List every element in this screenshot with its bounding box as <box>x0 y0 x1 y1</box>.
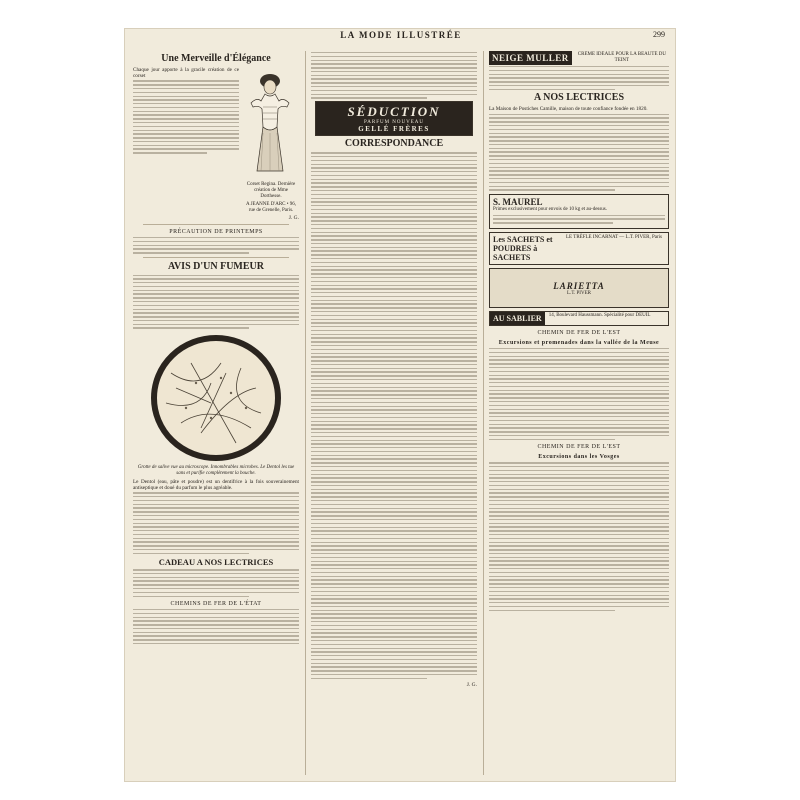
middle-column <box>311 51 477 777</box>
larietta-advert <box>489 268 669 308</box>
microscope-caption: Grotte de salive vue au microscope. Innombrables microbes. Le Dentol les tue sans et purifie complètement la bouche. <box>137 464 295 476</box>
corset-woman-illustration <box>243 67 297 175</box>
masthead: LA MODE ILLUSTRÉE <box>340 30 462 40</box>
advert-subtitle: Primes exclusivement pour envois de 10 kg et au-dessus. <box>493 206 608 212</box>
article-title-merveille: Une Merveille d'Élégance <box>161 53 271 64</box>
advert-name: LARIETTA <box>553 281 605 292</box>
section-subtitle-meuse: Excursions et promenades dans la vallée de la Meuse <box>498 340 660 347</box>
right-column <box>489 51 669 777</box>
microscope-illustration <box>141 333 291 463</box>
text-block <box>133 569 299 597</box>
seduction-advert <box>315 101 473 136</box>
advert-name: S. MAUREL <box>493 196 543 207</box>
advert-name: Les SACHETS et POUDRES à SACHETS <box>493 235 553 263</box>
maurel-advert <box>489 194 669 229</box>
text-block <box>311 52 477 99</box>
divider <box>143 257 289 258</box>
advert-brand: GELLÉ FRÈRES <box>358 125 430 134</box>
corset-article <box>133 67 299 214</box>
divider <box>143 224 289 225</box>
section-title-correspondance: CORRESPONDANCE <box>344 138 444 150</box>
section-title-chemin-est: CHEMIN DE FER DE L'EST <box>537 330 621 337</box>
advert-subtitle: LE TRÈFLE INCARNAT — L.T. PIVER, Paris <box>566 235 662 241</box>
advert-tagline: CRÈME IDÉALE POUR LA BEAUTÉ DU TEINT <box>577 52 666 63</box>
section-title-chemin-est-2: CHEMIN DE FER DE L'EST <box>537 444 621 451</box>
advert-address: 14, Boulevard Haussmann. Spécialité pour DEUIL <box>548 313 651 319</box>
text-block <box>489 462 669 611</box>
signature: J. G. <box>466 681 477 688</box>
lectrices-lead: La Maison de Postiches Camille, maison de toute confiance fondée en 1820. <box>489 106 648 113</box>
text-block <box>489 348 669 440</box>
advert-house: L.T. PIVER <box>567 291 591 297</box>
advert-name: AU SABLIER <box>490 312 545 325</box>
article-title-cadeau: CADEAU A NOS LECTRICES <box>158 557 274 568</box>
section-subtitle-vosges: Excursions dans les Vosges <box>538 454 620 461</box>
text-block <box>489 66 669 90</box>
text-block <box>133 609 299 644</box>
figure-credit: A JEANNE D'ARC • 96, rue de Grenelle, Paris. <box>245 202 296 213</box>
dentol-lead: Le Dentol (eau, pâte et poudre) est un dentifrice à la fois souverainement antiseptique et doué du parfum le plus agréable. <box>133 478 299 492</box>
advert-subtitle: PARFUM NOUVEAU <box>363 120 425 126</box>
advert-headline: SÉDUCTION <box>347 104 441 120</box>
sablier-advert <box>489 311 669 326</box>
article-title-fumeur: AVIS D'UN FUMEUR <box>168 260 264 272</box>
page-number: 299 <box>653 30 665 39</box>
text-block <box>311 152 477 679</box>
sachets-advert <box>489 232 669 265</box>
page-header <box>125 29 676 43</box>
section-title-lectrices: A NOS LECTRICES <box>533 92 625 104</box>
text-block <box>133 237 299 254</box>
article-intro: Chaque jour apporte à la gracile création de ce corset <box>133 67 239 80</box>
text-block <box>489 114 669 191</box>
advert-name: NEIGE MULLER <box>489 51 572 65</box>
text-block <box>133 275 299 329</box>
text-block <box>133 80 239 153</box>
column-rule <box>483 51 484 775</box>
text-block <box>133 492 299 554</box>
section-title-chemin-etat: CHEMINS DE FER DE L'ÉTAT <box>170 601 262 607</box>
left-column <box>133 51 299 777</box>
section-title-precaution: PRÉCAUTION DE PRINTEMPS <box>169 229 263 235</box>
column-rule <box>305 51 306 775</box>
neige-muller-advert <box>489 51 669 65</box>
figure-caption: Corset Regina. Dernière création de Mme Dorthesse. <box>246 182 296 199</box>
newspaper-page <box>124 28 676 782</box>
signature: J. G. <box>288 215 299 221</box>
